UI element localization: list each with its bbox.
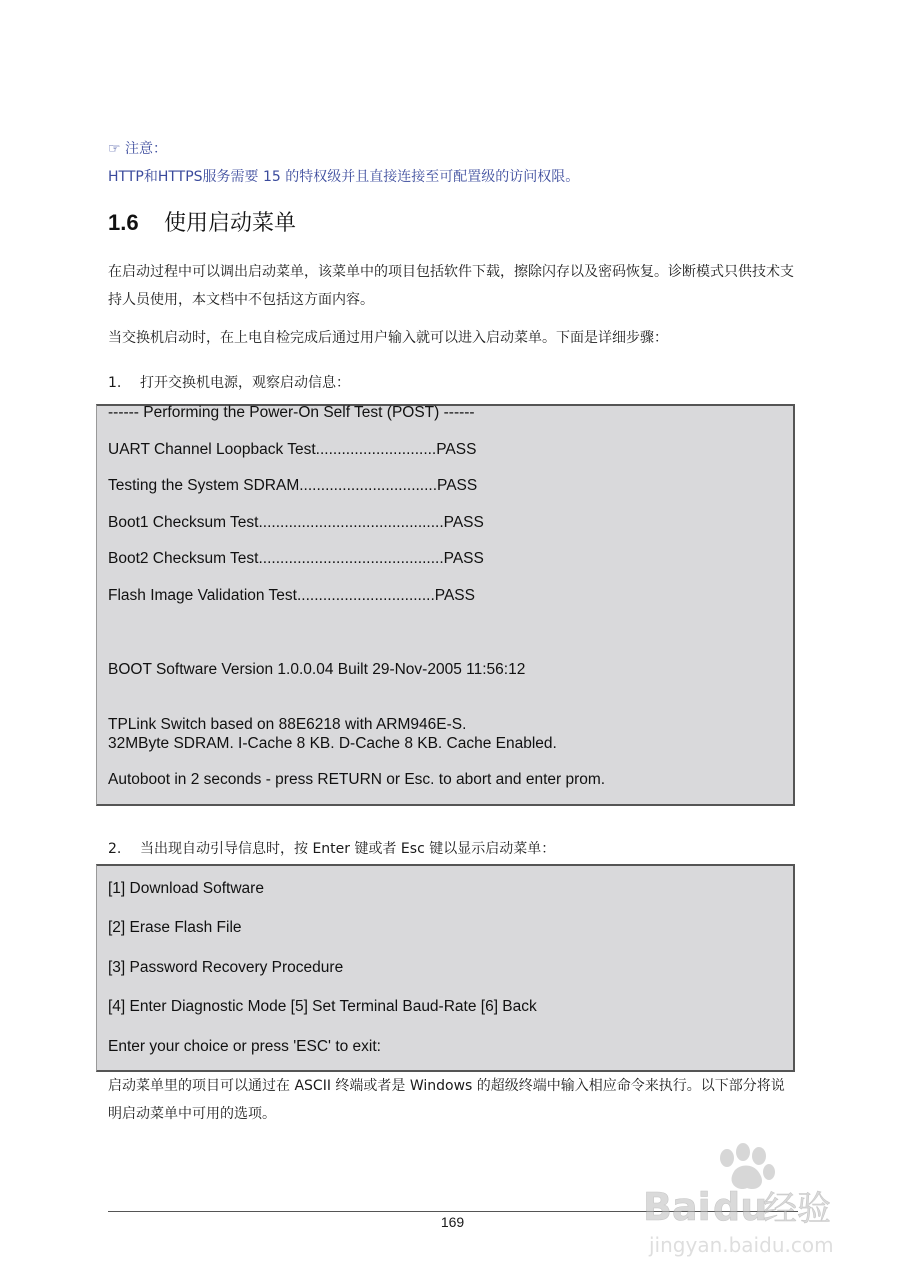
svg-text:Bai: Bai xyxy=(643,1185,711,1229)
terminal-line: ------ Performing the Power-On Self Test (POST) ------ xyxy=(108,404,475,421)
baidu-paw-icon xyxy=(720,1143,775,1189)
boot-menu-prompt: Enter your choice or press 'ESC' to exit: xyxy=(108,1038,381,1055)
step-text: 打开交换机电源，观察启动信息： xyxy=(140,375,350,391)
terminal-line: 32MByte SDRAM. I-Cache 8 KB. D-Cache 8 KB. Cache Enabled. xyxy=(108,735,557,752)
svg-text:du: du xyxy=(713,1185,768,1229)
boot-menu-option: [1] Download Software xyxy=(108,880,264,897)
terminal-line: UART Channel Loopback Test............................PASS xyxy=(108,441,477,458)
terminal-line: Autoboot in 2 seconds - press RETURN or Esc. to abort and enter prom. xyxy=(108,771,606,788)
page-number: 169 xyxy=(440,1214,465,1230)
baidu-jingyan-watermark xyxy=(635,1140,865,1270)
boot-menu-terminal xyxy=(96,864,795,1072)
terminal-line: Testing the System SDRAM................................PASS xyxy=(108,477,478,494)
terminal-line: TPLink Switch based on 88E6218 with ARM946E-S. xyxy=(108,716,467,733)
section-heading xyxy=(108,206,296,237)
note-text: HTTP和HTTPS服务需要 15 的特权级并且直接连接至可配置级的访问权限。 xyxy=(108,169,580,185)
intro-paragraph: 在启动过程中可以调出启动菜单，该菜单中的项目包括软件下载，擦除闪存以及密码恢复。诊断模式只供技术支持人员使用，本文档中不包括这方面内容。 xyxy=(108,264,794,308)
step-2 xyxy=(108,838,555,858)
step-number: 2. xyxy=(108,841,122,857)
closing-paragraph: 启动菜单里的项目可以通过在 ASCII 终端或者是 Windows 的超级终端中输入相应命令来执行。以下部分将说明启动菜单中可用的选项。 xyxy=(108,1078,785,1122)
step-1 xyxy=(108,372,350,392)
svg-text:经验: 经验 xyxy=(763,1189,831,1229)
svg-text:jingyan.baidu.com: jingyan.baidu.com xyxy=(649,1233,834,1257)
section-number: 1.6 xyxy=(108,210,139,235)
terminal-line: Boot2 Checksum Test...........................................PASS xyxy=(108,550,484,567)
boot-menu-option: [4] Enter Diagnostic Mode [5] Set Terminal Baud-Rate [6] Back xyxy=(108,998,537,1015)
post-terminal-output xyxy=(96,404,795,806)
terminal-line: Flash Image Validation Test................................PASS xyxy=(108,587,475,604)
boot-menu-option: [3] Password Recovery Procedure xyxy=(108,959,344,976)
terminal-line: BOOT Software Version 1.0.0.04 Built 29-Nov-2005 11:56:12 xyxy=(108,661,526,678)
terminal-line: Boot1 Checksum Test...........................................PASS xyxy=(108,514,484,531)
how-to-paragraph: 当交换机启动时，在上电自检完成后通过用户输入就可以进入启动菜单。下面是详细步骤： xyxy=(108,330,668,346)
boot-menu-option: [2] Erase Flash File xyxy=(108,919,242,936)
section-title: 使用启动菜单 xyxy=(164,210,297,235)
note-label: ☞ 注意： xyxy=(108,141,168,157)
step-text: 当出现自动引导信息时，按 Enter 键或者 Esc 键以显示启动菜单： xyxy=(140,841,556,857)
step-number: 1. xyxy=(108,375,122,391)
